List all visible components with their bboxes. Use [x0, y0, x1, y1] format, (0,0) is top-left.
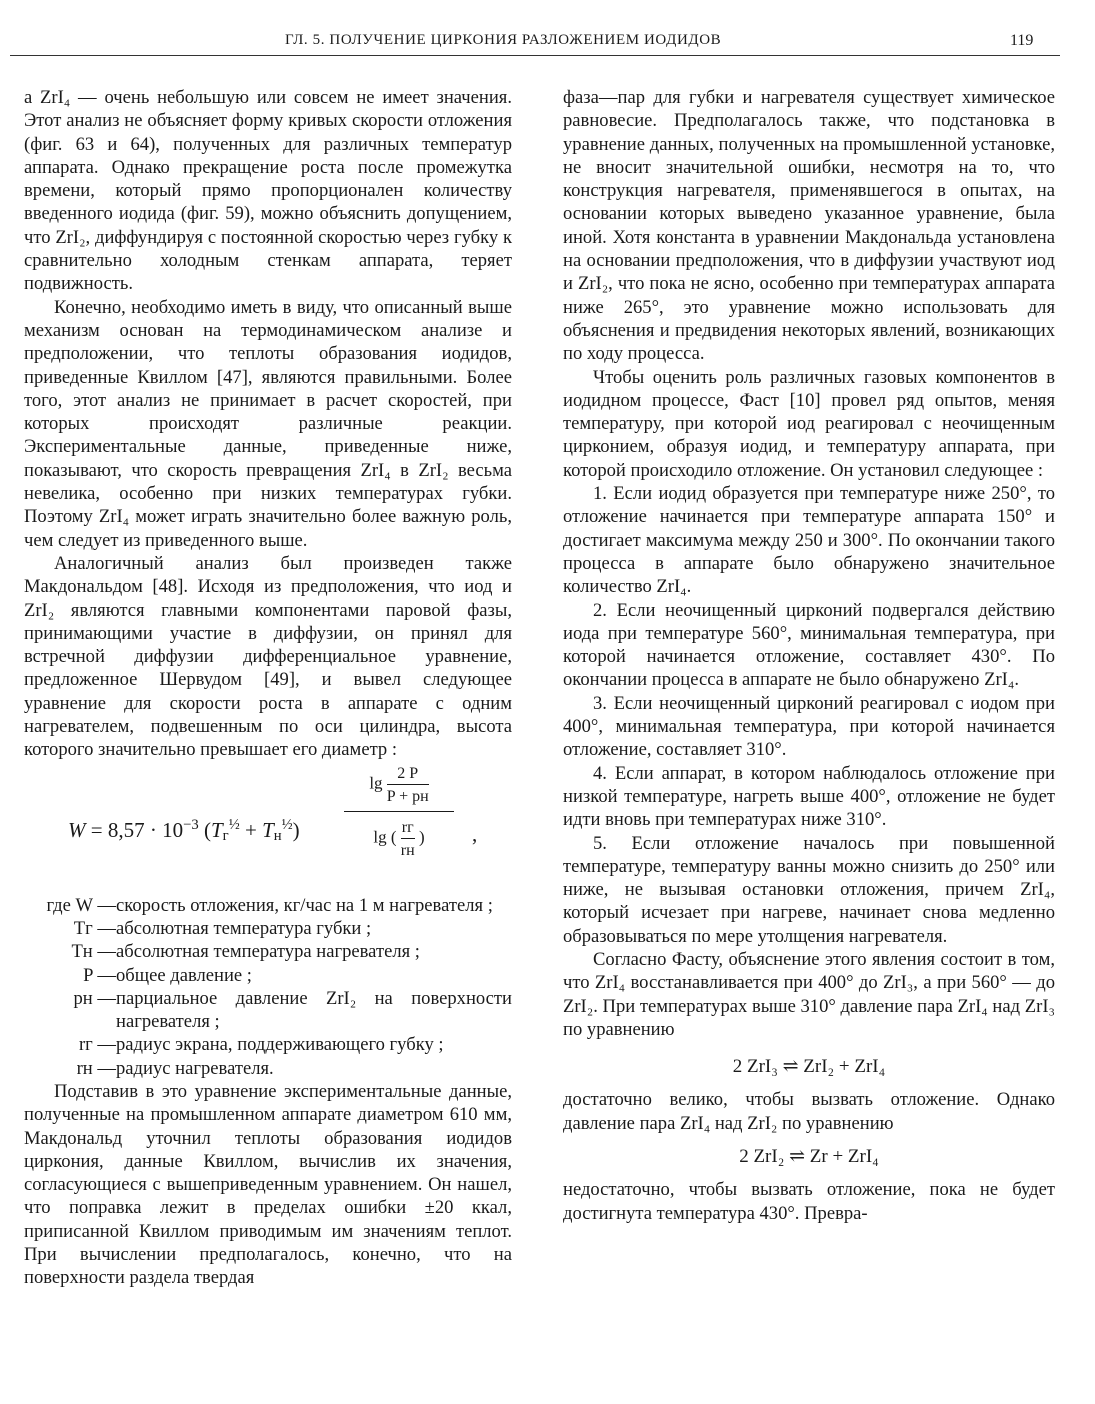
paragraph: Согласно Фасту, объяснение этого явления состоит в том, что ZrI₄ восстанавливается при 400° до ZrI₃, а при 560° — до ZrI₂. При температурах выше 310° давление пара ZrI₄ над ZrI₃ по уравнению [563, 948, 1055, 1040]
right-column [563, 86, 1055, 1225]
paragraph: Аналогичный анализ был произведен также Макдональдом [48]. Исходя из предположения, что иод и ZrI₂ являются главными компонентами паровой фазы, принимающими участие в диффузии, он принял для встречной диффузии дифференциальное уравнение, предложенное Шервудом [49], и вывел следующее уравнение для скорости роста в аппарате с одним нагревателем, подвешенным по оси цилиндра, высота которого значительно превышает его диаметр : [24, 552, 512, 761]
paragraph: а ZrI₄ — очень небольшую или совсем не имеет значения. Этот анализ не объясняет форму кривых скорости отложения (фиг. 63 и 64), полученных для различных температур аппарата. Однако прекращение роста после промежутка времени, который прямо пропорционален количеству введенного иодида (фиг. 59), можно объяснить допущением, что ZrI₂, диффундируя с постоянной скоростью через губку к сравнительно холодным стенкам аппарата, теряет подвижность. [24, 87, 512, 295]
paragraph: достаточно велико, чтобы вызвать отложение. Однако давление пара ZrI₄ над ZrI₂ по уравнению [563, 1089, 1055, 1134]
equation-1: 2 ZrI₃ ⇌ ZrI₂ + ZrI₄ [732, 1056, 886, 1078]
formula-num-top: 2 P [397, 764, 419, 782]
growth-rate-formula [24, 762, 512, 892]
definition-row [24, 964, 512, 987]
list-item: 5. Если отложение началось при повышенной температуре, температуру ванны можно снизить до 250° или ниже, не вызывая остановки отложения, причем ZrI₄, который исчезает при нагреве, начинает снова медленно образовываться по мере утолщения нагревателя. [563, 832, 1055, 947]
header-rule [10, 55, 1060, 56]
symbol-definitions [24, 894, 512, 1080]
definition-text: парциальное давление ZrI₂ на поверхности нагревателя ; [116, 987, 512, 1033]
definition-symbol: rг — [78, 1034, 116, 1056]
definition-text: скорость отложения, кг/час на 1 м нагревателя ; [116, 894, 493, 916]
list-item: 1. Если иодид образуется при температуре ниже 250°, то отложение начинается при температуре аппарата 150° и достигает максимума между 250 и 300°. По окончании такого процесса в аппарате было обнаружено значительное количество ZrI₄. [563, 483, 1055, 598]
definition-row [24, 917, 512, 940]
formula-comma: , [472, 821, 478, 846]
list-item: 4. Если аппарат, в котором наблюдалось отложение при низкой температуре, нагреть выше 400°, отложение не будет идти вновь при температурах ниже 310°. [563, 762, 1055, 831]
formula-lg-denominator: lg [373, 827, 387, 847]
paragraph: Чтобы оценить роль различных газовых компонентов в иодидном процессе, Фаст [10] провел ряд опытов, меняя температуру, при которой иод реагировал с неочищенным цирконием, образуя иодид, и температуру аппарата, при которой происходило отложение. Он установил следующее : [563, 366, 1055, 481]
paragraph: недостаточно, чтобы вызвать отложение, пока не будет достигнута температура 430°. Превра- [563, 1179, 1055, 1224]
list-item: 2. Если неочищенный цирконий подвергался действию иода при температуре 560°, минимальная температура, при которой начинается отложение, составляет 430°. По окончании процесса в аппарате не было обнаружено ZrI₄. [563, 599, 1055, 691]
definition-row [24, 894, 512, 917]
formula-r-top: rг [401, 818, 414, 836]
definition-text: абсолютная температура нагревателя ; [116, 941, 420, 963]
definition-symbol: Tн — [71, 941, 116, 963]
definition-text: радиус нагревателя. [116, 1057, 274, 1079]
page-header [10, 28, 1060, 58]
definition-row [24, 987, 512, 1034]
equation-2: 2 ZrI₂ ⇌ Zr + ZrI₄ [739, 1146, 879, 1168]
formula-num-bottom: P + pн [386, 787, 429, 805]
formula-lhs: $W = 8,57 \cdot 10^{-3}$ $(Tг^{\frac{1}{2}} + Tн^{\frac{1}{2}})$ [68, 816, 300, 845]
paragraph: Конечно, необходимо иметь в виду, что описанный выше механизм основан на термодинамическом анализе и предположении, что теплоты образования иодидов, приведенные Квиллом [47], являются правильными. Более того, этот анализ не принимает в расчет скоростей, при которых происходят различные реакции. Экспериментальные данные, приведенные ниже, показывают, что скорость превращения ZrI₄ в ZrI₂ весьма невелика, особенно при низких температурах губки. Поэтому ZrI₄ может играть значительно более важную роль, чем следует из приведенного выше. [24, 296, 512, 551]
definition-symbol: Tг — [73, 917, 116, 939]
formula-fraction: lg 2 P P + pн lg ( rг rн ) [344, 764, 454, 859]
definition-row [24, 1033, 512, 1056]
formula-lg: lg [369, 773, 383, 793]
page-number: 119 [1010, 32, 1034, 49]
definition-symbol: P — [83, 964, 116, 986]
left-column [24, 86, 512, 1290]
list-item: 3. Если неочищенный цирконий реагировал с иодом при 400°, минимальная температура, при которой начинается отложение, составляет 310°. [563, 692, 1055, 761]
paragraph: фаза—пар для губки и нагревателя существует химическое равновесие. Предполагалось также, что подстановка в уравнение данных, полученных на промышленной установке, не вносит значительной ошибки, несмотря на то, что конструкция нагревателя, применявшегося в опытах, на основании которых выведено указанное уравнение, была иной. Хотя константа в уравнении Макдональда установлена на основании предположения, что в диффузии участвуют иод и ZrI₂, что пока не ясно, особенно при температурах аппарата ниже 265°, это уравнение можно использовать для объяснения и предвидения некоторых явлений, возникающих по ходу процесса. [563, 87, 1055, 365]
definition-row [24, 940, 512, 963]
definition-text: радиус экрана, поддерживающего губку ; [116, 1034, 444, 1056]
formula-r-bottom: rн [400, 841, 415, 859]
definition-symbol: rн — [76, 1057, 116, 1079]
definition-symbol: где W — [46, 894, 116, 916]
definition-text: общее давление ; [116, 964, 252, 986]
running-head: ГЛ. 5. ПОЛУЧЕНИЕ ЦИРКОНИЯ РАЗЛОЖЕНИЕМ ИОДИДОВ [285, 32, 722, 48]
definition-row [24, 1057, 512, 1080]
paragraph: Подставив в это уравнение экспериментальные данные, полученные на промышленном аппарате диаметром 610 мм, Макдональд уточнил теплоты образования иодидов циркония, данные Квиллом, вычислив их значения, согласующиеся с вышеприведенным уравнением. Он нашел, что поправка лежит в пределах ошибки ±20 ккал, приписанной Квиллом приводимым им значениям теплот. При вычислении предполагалось, конечно, что на поверхности раздела твердая [24, 1080, 512, 1289]
definition-text: абсолютная температура губки ; [116, 917, 372, 939]
definition-symbol: pн — [73, 987, 116, 1009]
